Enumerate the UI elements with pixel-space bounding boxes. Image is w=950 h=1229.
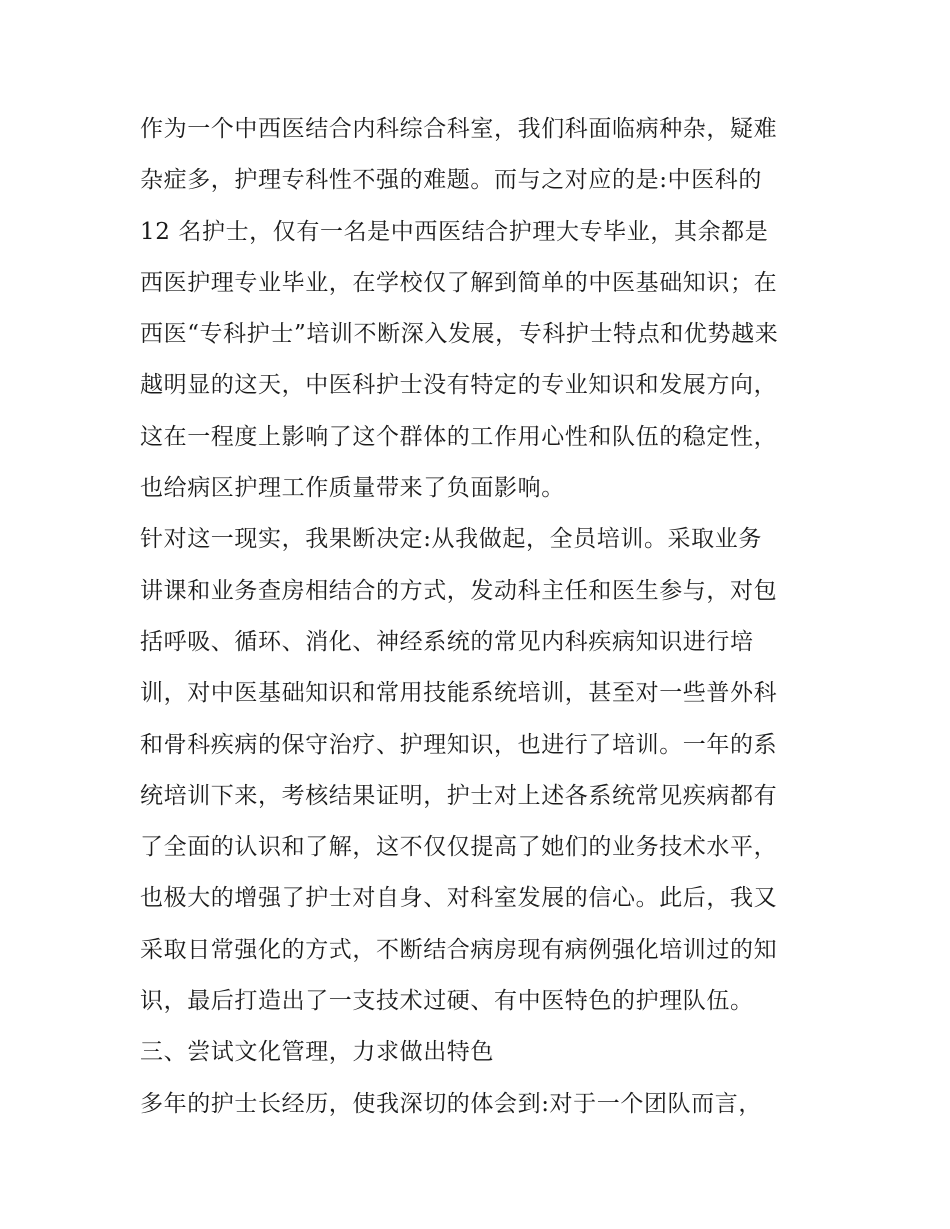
text-line: 12 名护士，仅有一名是中西医结合护理大专毕业，其余都是: [140, 218, 769, 245]
text-line: 多年的护士长经历，使我深切的体会到:对于一个团队而言，: [140, 1090, 762, 1117]
text-line: 西医护理专业毕业，在学校仅了解到简单的中医基础知识；在: [140, 269, 778, 296]
text-line: 这在一程度上影响了这个群体的工作用心性和队伍的稳定性，: [140, 423, 778, 450]
text-line: 训，对中医基础知识和常用技能系统培训，甚至对一些普外科: [140, 680, 778, 707]
text-line: 也极大的增强了护士对自身、对科室发展的信心。此后，我又: [140, 885, 778, 912]
document-body: [140, 104, 820, 1130]
text-line: 杂症多，护理专科性不强的难题。而与之对应的是:中医科的: [140, 167, 762, 194]
text-line: 西医“专科护士”培训不断深入发展，专科护士特点和优势越来: [140, 321, 779, 348]
text-line: 讲课和业务查房相结合的方式，发动科主任和医生参与，对包: [140, 577, 778, 604]
text-line: 统培训下来，考核结果证明，护士对上述各系统常见疾病都有: [140, 782, 778, 809]
text-line: 识，最后打造出了一支技术过硬、有中医特色的护理队伍。: [140, 988, 754, 1015]
text-line: 也给病区护理工作质量带来了负面影响。: [140, 475, 565, 502]
text-line: 作为一个中西医结合内科综合科室，我们科面临病种杂，疑难: [140, 116, 778, 142]
text-line: 针对这一现实，我果断决定:从我做起，全员培训。采取业务: [140, 526, 762, 553]
text-line: 和骨科疾病的保守治疗、护理知识，也进行了培训。一年的系: [140, 731, 778, 758]
text-line: 括呼吸、循环、消化、神经系统的常见内科疾病知识进行培: [140, 628, 754, 655]
text-line: 越明显的这天，中医科护士没有特定的专业知识和发展方向，: [140, 372, 778, 399]
text-line: 了全面的认识和了解，这不仅仅提高了她们的业务技术水平，: [140, 834, 778, 861]
section-heading: 三、尝试文化管理，力求做出特色: [140, 1039, 494, 1066]
text-line: 采取日常强化的方式，不断结合病房现有病例强化培训过的知: [140, 936, 778, 963]
